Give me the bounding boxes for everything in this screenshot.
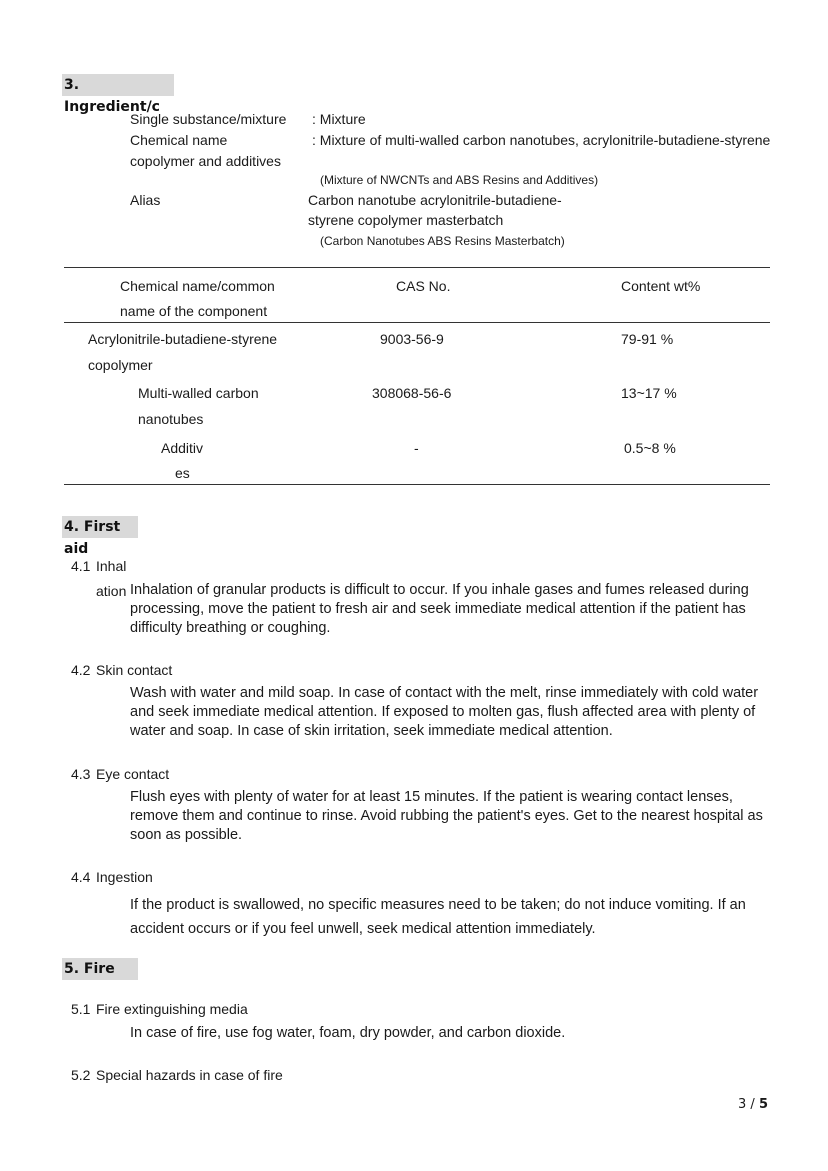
subsection-5-2-title: [71, 1067, 283, 1083]
page-current: 3: [738, 1097, 747, 1112]
row-content: 79-91 %: [621, 331, 674, 347]
row-name-line1: Acrylonitrile-butadiene-styrene: [88, 331, 278, 347]
subsection-5-1-text: In case of fire, use fog water, foam, dry powder, and carbon dioxide.: [130, 1025, 566, 1041]
subsection-title: Inhal: [96, 558, 127, 574]
page-total: 5: [758, 1097, 768, 1112]
row-cas: 9003-56-9: [380, 331, 444, 347]
subsection-title: Eye contact: [96, 766, 170, 782]
subsection-4-4-title: [71, 869, 153, 885]
substance-label: Single substance/mixture: [130, 111, 287, 127]
table-header-name-line1: Chemical name/common: [120, 278, 275, 294]
subsection-number: 4.4: [71, 869, 91, 885]
page-number: [738, 1097, 768, 1112]
subsection-title: Skin contact: [96, 662, 173, 678]
alias-value-line2: styrene copolymer masterbatch: [308, 212, 504, 228]
section-5-heading: 5. Fire: [62, 958, 138, 980]
subsection-4-3-text: Flush eyes with plenty of water for at least 15 minutes. If the patient is wearing contact lenses, remove them and continue to rinse. Avoid rubbing the patient's eyes. Get to the nearest hospital as soon as possible.: [130, 789, 763, 843]
subsection-4-3-title: [71, 766, 169, 782]
subsection-number: 5.2: [71, 1067, 91, 1083]
substance-value: : Mixture: [312, 111, 366, 127]
table-bottom-rule: [64, 484, 770, 485]
row-cas: -: [414, 440, 419, 456]
row-name-line2: copolymer: [88, 357, 153, 373]
subsection-4-1-title: [71, 558, 126, 574]
table-header-rule: [64, 322, 770, 323]
chemical-name-label: Chemical name: [130, 132, 228, 148]
subsection-4-1-title-cont: ation: [96, 583, 127, 599]
chemical-name-value-cont: copolymer and additives: [130, 153, 281, 169]
section-3-heading: 3. Ingredient/c: [62, 74, 174, 96]
row-cas: 308068-56-6: [372, 385, 452, 401]
table-header-content: Content wt%: [621, 278, 701, 294]
alias-note: (Carbon Nanotubes ABS Resins Masterbatch): [320, 234, 565, 248]
table-header-cas: CAS No.: [396, 278, 451, 294]
subsection-number: 4.3: [71, 766, 91, 782]
subsection-number: 5.1: [71, 1001, 91, 1017]
section-4-heading: 4. First aid: [62, 516, 138, 538]
subsection-4-1-text: Inhalation of granular products is difficult to occur. If you inhale gases and fumes released during processing, move the patient to fresh air and seek immediate medical attention if the patient has difficulty breathing or coughing.: [130, 582, 749, 636]
page-separator: /: [746, 1097, 759, 1112]
subsection-title: Special hazards in case of fire: [96, 1067, 283, 1083]
chemical-name-note: (Mixture of NWCNTs and ABS Resins and Additives): [320, 173, 599, 187]
row-name-line2: es: [175, 465, 190, 481]
subsection-title: Ingestion: [96, 869, 153, 885]
subsection-title: Fire extinguishing media: [96, 1001, 248, 1017]
table-top-rule: [64, 267, 770, 268]
subsection-number: 4.1: [71, 558, 91, 574]
row-name-line1: Additiv: [161, 440, 204, 456]
alias-value-line1: Carbon nanotube acrylonitrile-butadiene-: [308, 192, 562, 208]
subsection-4-2-text: Wash with water and mild soap. In case of contact with the melt, rinse immediately with cold water and seek immediate medical attention. If exposed to molten gas, flush affected area with plenty of water and soap. In case of skin irritation, seek immediate medical attention.: [130, 685, 759, 739]
subsection-4-4-text: If the product is swallowed, no specific measures need to be taken; do not induce vomiting. If an accident occurs or if you feel unwell, seek medical attention immediately.: [130, 897, 746, 937]
row-content: 13~17 %: [621, 385, 677, 401]
alias-label: Alias: [130, 192, 161, 208]
row-name-line2: nanotubes: [138, 411, 204, 427]
subsection-5-1-title: [71, 1001, 248, 1017]
subsection-4-2-title: [71, 662, 172, 678]
subsection-number: 4.2: [71, 662, 91, 678]
row-name-line1: Multi-walled carbon: [138, 385, 259, 401]
table-header-name-line2: name of the component: [120, 303, 268, 319]
row-content: 0.5~8 %: [624, 440, 676, 456]
chemical-name-value: : Mixture of multi-walled carbon nanotubes, acrylonitrile-butadiene-styrene: [312, 132, 771, 148]
